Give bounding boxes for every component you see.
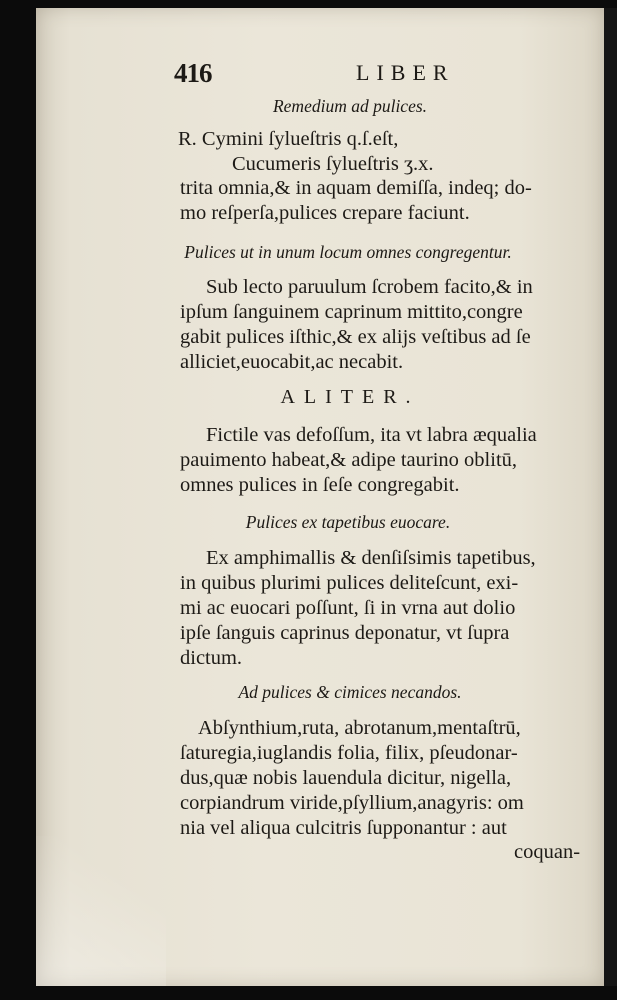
text-line: Cucumeris ſylueſtris ʒ.x. xyxy=(232,153,434,175)
text-line: in quibus plurimi pulices deliteſcunt, exi- xyxy=(180,572,519,594)
running-head: LIBER xyxy=(356,60,455,85)
page-number: 416 xyxy=(174,58,212,88)
text-line: trita omnia,& in aquam demiſſa, indeq; do- xyxy=(180,177,532,199)
section-heading: Remedium ad pulices. xyxy=(272,96,428,116)
text-line: nia vel aliqua culcitris ſupponantur : aut xyxy=(180,817,507,839)
text-line: omnes pulices in ſeſe congregabit. xyxy=(180,474,460,496)
text-line: Abſynthium,ruta, abrotanum,mentaſtrū, xyxy=(198,717,521,739)
text-line: Sub lecto paruulum ſcrobem facito,& in xyxy=(206,276,533,298)
text-line: Fictile vas defoſſum, ita vt labra æqualia xyxy=(206,424,537,446)
section-heading-aliter: ALITER. xyxy=(280,386,420,408)
text-line: mi ac euocari poſſunt, ſi in vrna aut dolio xyxy=(180,597,516,619)
page-edge-shadow xyxy=(604,8,617,986)
text-line: corpiandrum viride,pſyllium,anagyris: om xyxy=(180,792,524,814)
section-heading: Ad pulices & cimices necandos. xyxy=(238,682,462,702)
text-line: R. Cymini ſylueſtris q.ſ.eſt, xyxy=(178,128,399,150)
book-page xyxy=(36,8,604,986)
page-header xyxy=(36,58,604,90)
text-line: Ex amphimallis & denſiſsimis tapetibus, xyxy=(206,547,536,569)
text-line: ſaturegia,iuglandis folia, filix, pſeudonar- xyxy=(180,742,518,764)
section-heading: Pulices ex tapetibus euocare. xyxy=(245,512,451,532)
text-line: ipſum ſanguinem caprinum mittito,congre xyxy=(180,301,523,323)
text-line: gabit pulices iſthic,& ex alijs veſtibus ad ſe xyxy=(180,326,531,348)
text-line: pauimento habeat,& adipe taurino oblitū, xyxy=(180,449,518,471)
text-line: dictum. xyxy=(180,647,243,669)
text-line: alliciet,euocabit,ac necabit. xyxy=(180,351,404,373)
catchword: coquan- xyxy=(514,841,581,863)
section-heading: Pulices ut in unum locum omnes congregentur. xyxy=(184,242,512,262)
text-line: dus,quæ nobis lauendula dicitur, nigella, xyxy=(180,767,512,789)
text-line: mo reſperſa,pulices crepare faciunt. xyxy=(180,202,470,224)
text-line: ipſe ſanguis caprinus deponatur, vt ſupra xyxy=(180,622,510,644)
